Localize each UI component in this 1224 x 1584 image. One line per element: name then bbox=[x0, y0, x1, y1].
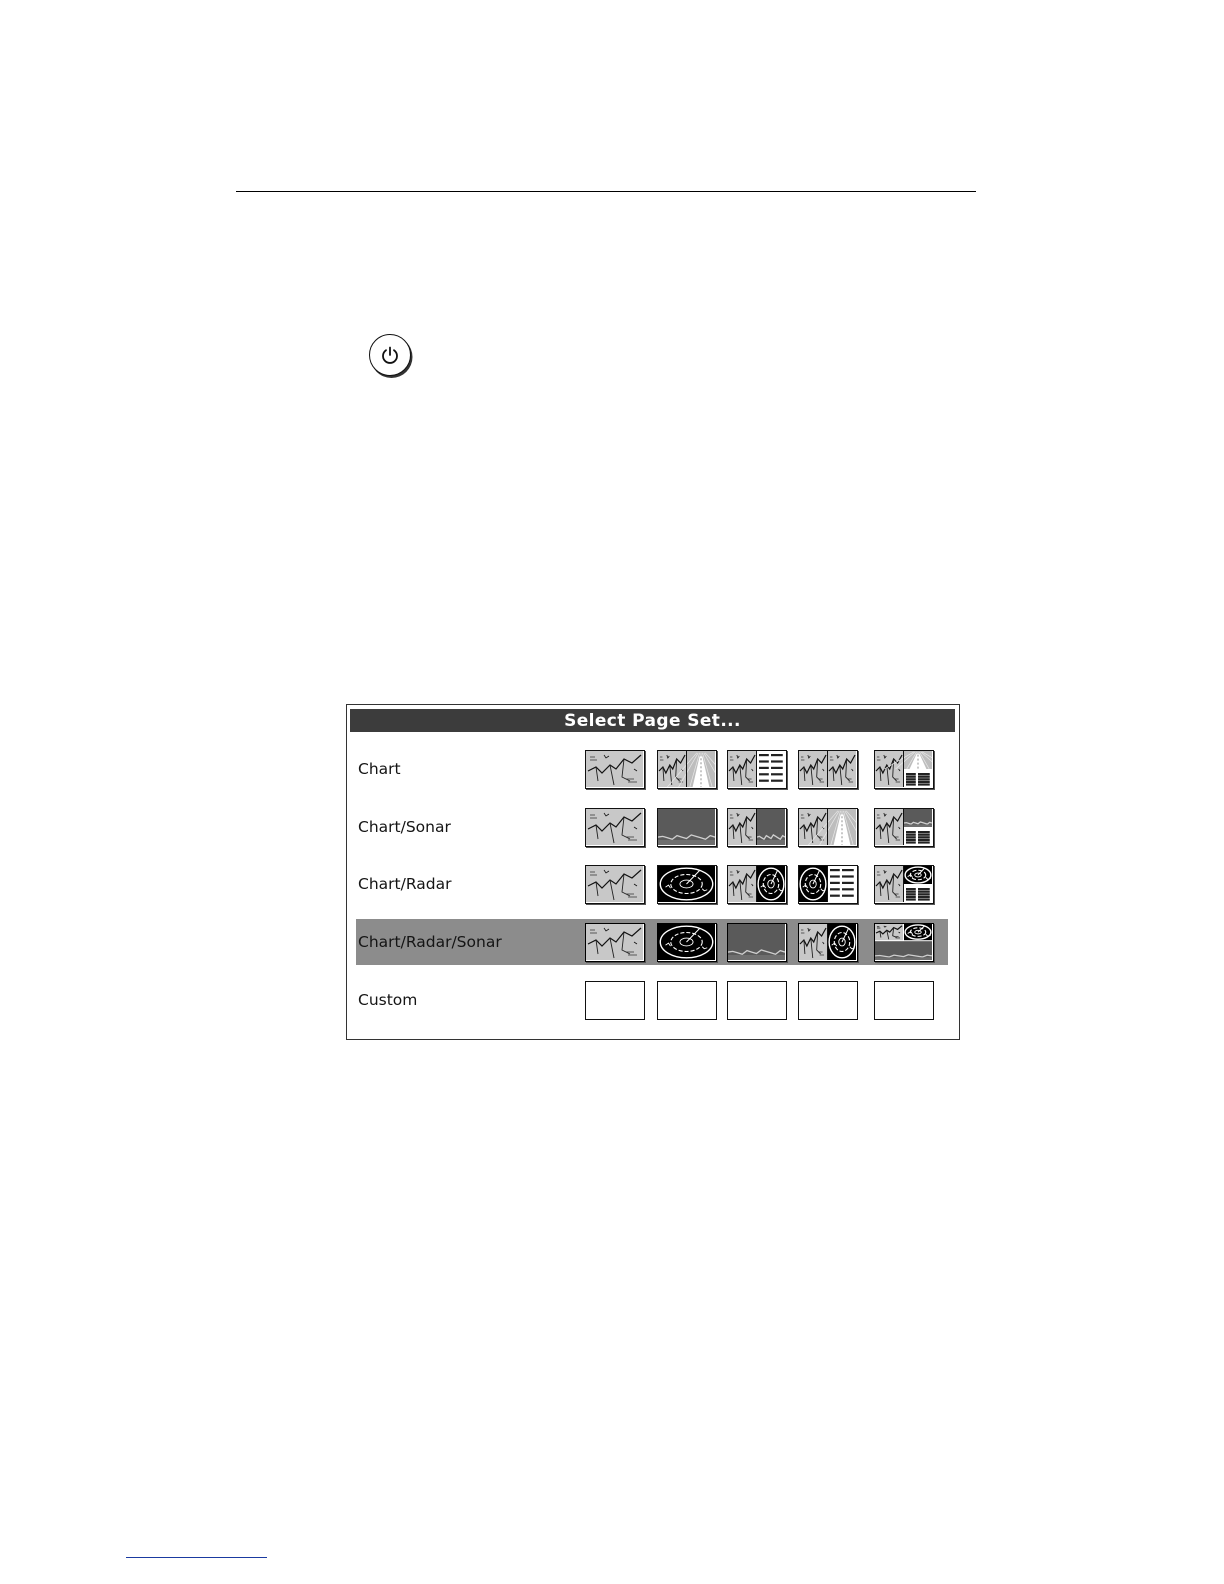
page-thumbnail-chart[interactable] bbox=[585, 865, 645, 904]
page-set-row-chart-radar[interactable] bbox=[356, 861, 948, 907]
page-set-label: Chart/Sonar bbox=[358, 818, 451, 836]
page-thumbnail-chart-radarlane[interactable] bbox=[657, 750, 717, 789]
page-thumbnail-empty[interactable] bbox=[727, 981, 787, 1020]
select-page-set-dialog bbox=[346, 704, 960, 1040]
footer-link-underline bbox=[126, 1557, 267, 1558]
page-thumbnail-chart[interactable] bbox=[585, 808, 645, 847]
page-thumbnail-chart-radar[interactable] bbox=[798, 923, 858, 962]
page-thumbnail-triple[interactable] bbox=[874, 923, 934, 962]
page-set-label: Custom bbox=[358, 991, 418, 1009]
page-thumbnail-chart-radarsmall[interactable] bbox=[874, 865, 934, 904]
header-rule bbox=[236, 191, 976, 192]
page-set-row-chart-radar-sonar[interactable] bbox=[356, 919, 948, 965]
page-thumbnail-chart-data[interactable] bbox=[727, 750, 787, 789]
page-thumbnail-chart-sonarsmall[interactable] bbox=[874, 808, 934, 847]
page-thumbnail-chart-radar[interactable] bbox=[727, 865, 787, 904]
dialog-title: Select Page Set... bbox=[350, 709, 955, 732]
page-thumbnail-radar[interactable] bbox=[657, 865, 717, 904]
page-thumbnail-sonar[interactable] bbox=[657, 808, 717, 847]
page-thumbnail-empty[interactable] bbox=[874, 981, 934, 1020]
power-button[interactable] bbox=[369, 334, 411, 376]
page-set-label: Chart bbox=[358, 760, 401, 778]
page-thumbnail-radar-data[interactable] bbox=[798, 865, 858, 904]
page-set-row-custom[interactable] bbox=[356, 977, 948, 1023]
page-thumbnail-chart[interactable] bbox=[585, 923, 645, 962]
page-thumbnail-chart-chart[interactable] bbox=[798, 750, 858, 789]
page-set-label: Chart/Radar bbox=[358, 875, 452, 893]
page-thumbnail-chart-sonar[interactable] bbox=[727, 808, 787, 847]
page-thumbnail-empty[interactable] bbox=[657, 981, 717, 1020]
page-thumbnail-empty[interactable] bbox=[798, 981, 858, 1020]
page-set-label: Chart/Radar/Sonar bbox=[358, 933, 502, 951]
page-thumbnail-sonar[interactable] bbox=[727, 923, 787, 962]
page-set-row-chart-sonar[interactable] bbox=[356, 804, 948, 850]
page-set-row-chart[interactable] bbox=[356, 746, 948, 792]
page-thumbnail-chart-lanedata[interactable] bbox=[874, 750, 934, 789]
page-thumbnail-empty[interactable] bbox=[585, 981, 645, 1020]
power-icon bbox=[379, 344, 401, 366]
page-thumbnail-chart[interactable] bbox=[585, 750, 645, 789]
page-thumbnail-chart-lane[interactable] bbox=[798, 808, 858, 847]
page-thumbnail-radar[interactable] bbox=[657, 923, 717, 962]
